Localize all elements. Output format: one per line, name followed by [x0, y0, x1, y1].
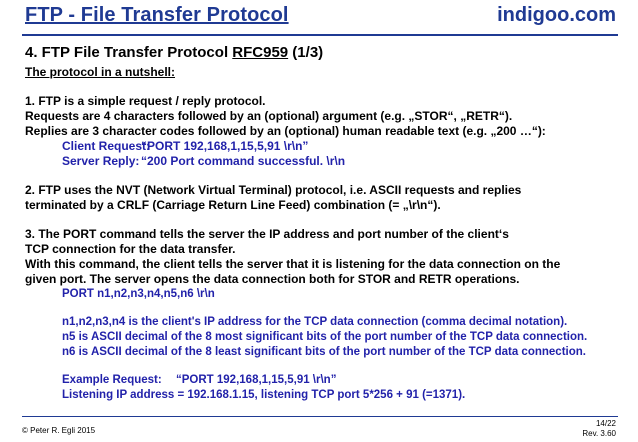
brand-tld: .com: [569, 4, 616, 26]
port-desc-n6: n6 is ASCII decimal of the 8 least significant bits of the port number of the TCP data connection.: [62, 346, 586, 358]
section2-line1: 2. FTP uses the NVT (Network Virtual Terminal) protocol, i.e. ASCII requests and replies: [25, 183, 522, 197]
section3-line3: With this command, the client tells the server that it is listening for the data connection on the: [25, 257, 561, 271]
section1-line2: Requests are 4 characters followed by an (optional) argument (e.g. „STOR“, „RETR“).: [25, 109, 513, 123]
section1-line3: Replies are 3 character codes followed by an (optional) human readable text (e.g. „200 …“):: [25, 124, 546, 138]
section2-line2: terminated by a CRLF (Carriage Return Line Feed) combination (= „\r\n“).: [25, 198, 441, 212]
slide-subtitle: The protocol in a nutshell:: [25, 65, 175, 79]
example-request-value: “PORT 192,168,1,15,5,91 \r\n”: [176, 374, 337, 386]
client-request-value: “PORT 192,168,1,15,5,91 \r\n”: [141, 139, 309, 153]
slide-title-suffix: (1/3): [288, 44, 324, 61]
client-request-row: [25, 139, 625, 154]
listening-info: Listening IP address = 192.168.1.15, listening TCP port 5*256 + 91 (=1371).: [62, 389, 466, 401]
section1-line1: 1. FTP is a simple request / reply protocol.: [25, 94, 266, 108]
slide-header: [0, 0, 638, 44]
revision: Rev. 3.60: [582, 429, 616, 438]
port-desc-n5: n5 is ASCII decimal of the 8 most significant bits of the port number of the TCP data connection.: [62, 331, 588, 343]
brand-name: indigoo: [497, 4, 570, 26]
server-reply-row: [25, 154, 625, 169]
section3-line4: given port. The server opens the data connection both for STOR and RETR operations.: [25, 272, 520, 286]
server-reply-label: Server Reply:: [62, 154, 140, 168]
slide-content: [25, 43, 625, 403]
example-request-row: [62, 373, 625, 388]
rfc-link[interactable]: RFC959: [232, 44, 289, 61]
server-reply-value: “200 Port command successful. \r\n: [141, 154, 346, 168]
client-request-label: Client Request:: [62, 139, 151, 153]
section3-line2: TCP connection for the data transfer.: [25, 242, 236, 256]
footer-divider: [22, 416, 618, 417]
port-command-details: [62, 287, 625, 403]
example-request-label: Example Request:: [62, 374, 162, 386]
header-divider: [22, 34, 618, 36]
page-number: 14/22: [595, 419, 616, 428]
section3-line1: 3. The PORT command tells the server the IP address and port number of the client‘s: [25, 227, 509, 241]
port-desc-ip: n1,n2,n3,n4 is the client's IP address for the TCP data connection (comma decimal notation).: [62, 316, 568, 328]
brand-logo[interactable]: [497, 4, 616, 27]
slide-title: [25, 43, 625, 62]
copyright: © Peter R. Egli 2015: [22, 426, 96, 435]
header-title: FTP - File Transfer Protocol: [25, 4, 289, 26]
slide-title-prefix: 4. FTP File Transfer Protocol: [25, 44, 233, 61]
page-info: [582, 419, 616, 439]
port-syntax: PORT n1,n2,n3,n4,n5,n6 \r\n: [62, 288, 215, 300]
